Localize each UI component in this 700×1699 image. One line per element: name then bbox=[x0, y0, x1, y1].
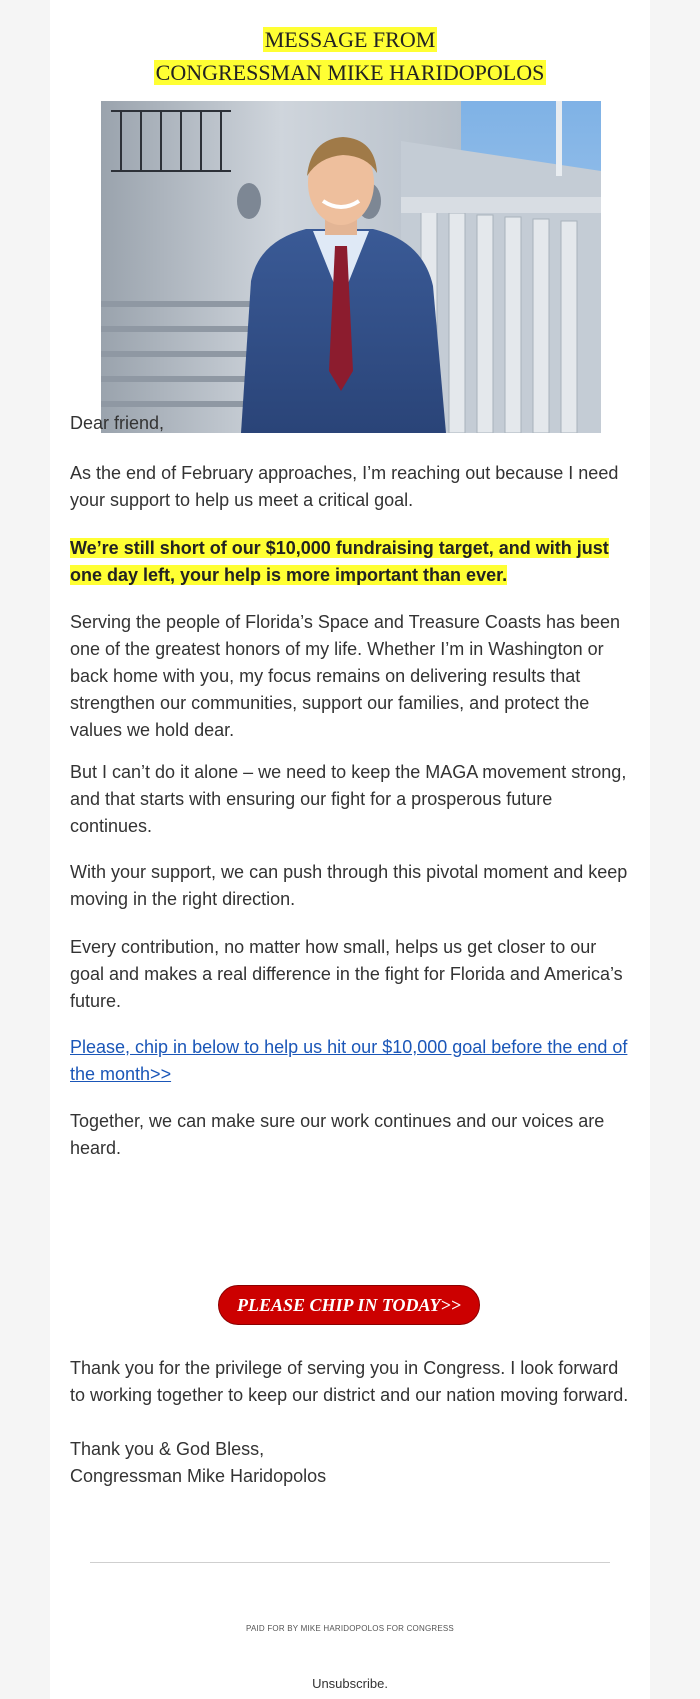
greeting: Dear friend, bbox=[70, 413, 165, 433]
paragraph-maga: But I can’t do it alone – we need to keep the MAGA movement strong, and that starts with ensuring our fight for a prosperous future continues. bbox=[70, 762, 627, 836]
footer-divider bbox=[90, 1562, 610, 1563]
paid-for-disclaimer: PAID FOR BY MIKE HARIDOPOLOS FOR CONGRESS bbox=[246, 1624, 454, 1633]
congressman-photo bbox=[101, 101, 601, 433]
paragraph-together: Together, we can make sure our work continues and our voices are heard. bbox=[70, 1111, 605, 1158]
capitol-portrait-image bbox=[101, 101, 601, 433]
signoff: Thank you & God Bless, bbox=[70, 1439, 265, 1459]
email-body bbox=[50, 0, 650, 1699]
unsubscribe-link[interactable]: Unsubscribe. bbox=[312, 1676, 388, 1691]
paragraph-contribution: Every contribution, no matter how small, helps us get closer to our goal and makes a real difference in the fight for Florida and America’s future. bbox=[70, 937, 623, 1011]
paragraph-thank-you: Thank you for the privilege of serving you in Congress. I look forward to working together to keep our district and our nation moving forward. bbox=[70, 1358, 629, 1405]
donate-link[interactable]: Please, chip in below to help us hit our $10,000 goal before the end of the month>> bbox=[70, 1037, 628, 1084]
paragraph-support: With your support, we can push through this pivotal moment and keep moving in the right direction. bbox=[70, 862, 628, 909]
header-line-1: MESSAGE FROM bbox=[264, 27, 436, 52]
unsubscribe-row bbox=[50, 1676, 650, 1691]
signature: Congressman Mike Haridopolos bbox=[70, 1466, 327, 1486]
chip-in-button[interactable]: PLEASE CHIP IN TODAY>> bbox=[218, 1285, 480, 1325]
email-header bbox=[50, 23, 650, 89]
paragraph-highlight bbox=[70, 535, 630, 589]
paragraph-intro: As the end of February approaches, I’m reaching out because I need your support to help us meet a critical goal. bbox=[70, 463, 619, 510]
paragraph-donate-link bbox=[70, 1034, 630, 1088]
paragraph-serving: Serving the people of Florida’s Space and Treasure Coasts has been one of the greatest honors of my life. Whether I’m in Washington or back home with you, my focus remains on delivering results that strengthen our communities, support our families, and protect the values we hold dear. bbox=[70, 612, 621, 740]
header-line-2: CONGRESSMAN MIKE HARIDOPOLOS bbox=[155, 60, 545, 85]
highlighted-goal-text: We’re still short of our $10,000 fundraising target, and with just one day left, your help is more important than ever. bbox=[70, 538, 609, 585]
